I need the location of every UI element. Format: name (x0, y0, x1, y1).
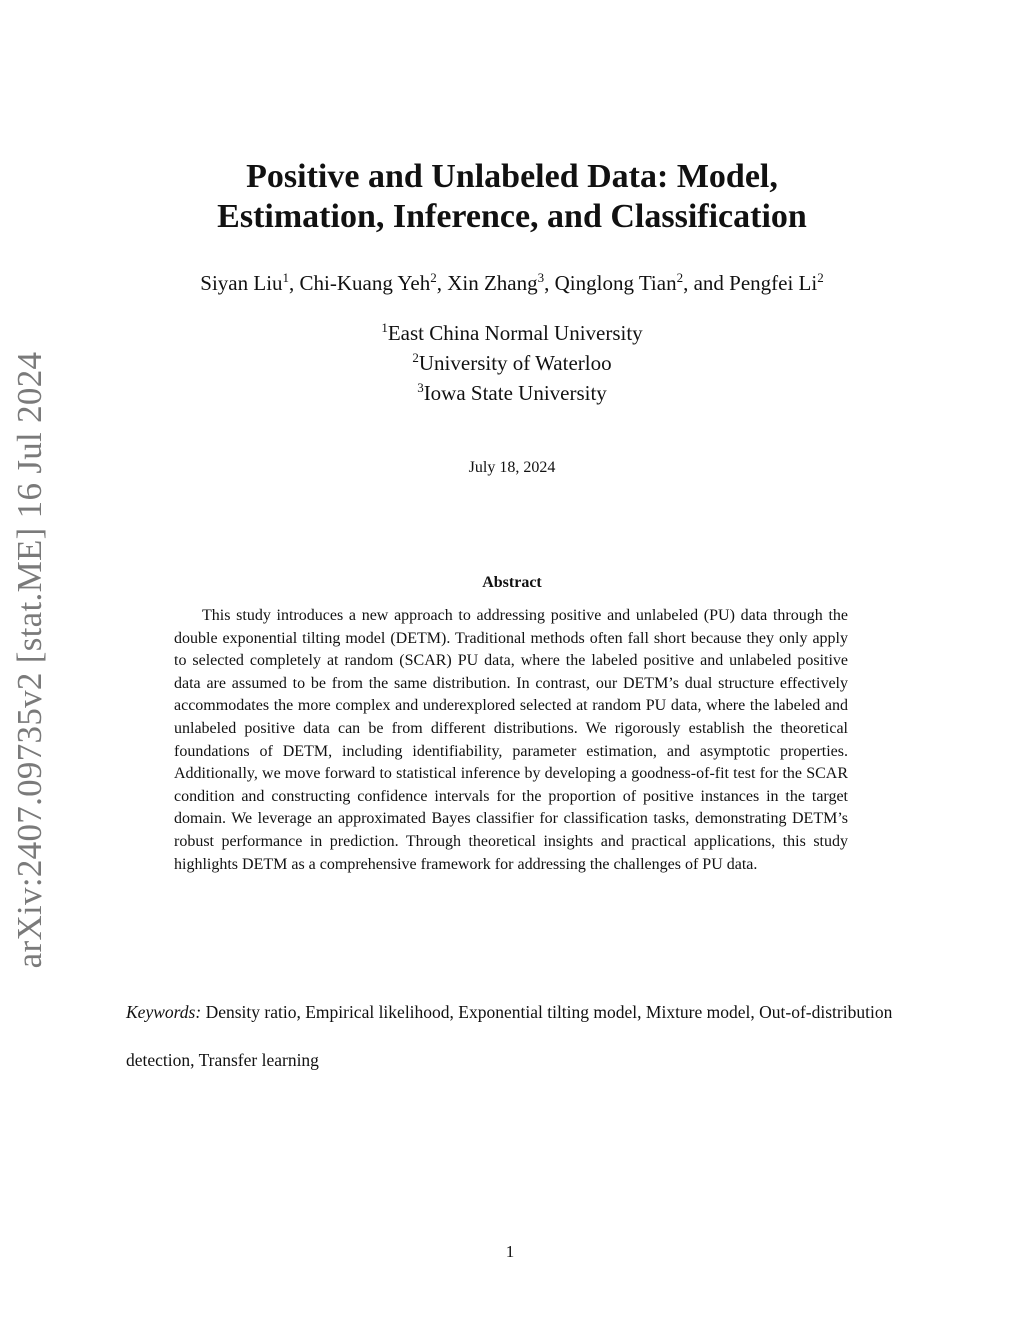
affiliation-name: University of Waterloo (418, 351, 612, 375)
keywords-label: Keywords: (126, 1002, 202, 1022)
page-number: 1 (505, 1242, 515, 1261)
paper-title-line-2: Estimation, Inference, and Classification (217, 198, 807, 235)
keywords-section (126, 988, 896, 1084)
affiliation-mark: 3 (417, 380, 424, 395)
affiliation-list (200, 318, 824, 408)
author-name: Pengfei Li (729, 271, 818, 295)
keywords-list: Density ratio, Empirical likelihood, Exponential tilting model, Mixture model, Out-of-distribution detection, Transfer learning (126, 1002, 893, 1070)
author-separator: , (436, 271, 448, 295)
affiliation-mark: 1 (381, 320, 388, 335)
author-name: Qinglong Tian (554, 271, 677, 295)
paper-title (110, 157, 914, 237)
affiliation-name: East China Normal University (387, 321, 643, 345)
affiliation-mark: 2 (412, 350, 419, 365)
author-name: Siyan Liu (200, 271, 283, 295)
affiliation (200, 378, 824, 408)
author-affiliation-mark: 2 (430, 270, 437, 285)
author-affiliation-mark: 3 (537, 270, 545, 285)
abstract-body: This study introduces a new approach to addressing positive and unlabeled (PU) data through the double exponential tilting model (DETM). Traditional methods often fall short because they only apply to selected completely at random (SCAR) PU data, where the labeled positive and unlabeled positive data are assumed to be from the same distribution. In contrast, our DETM’s dual structure effectively accommodates the more complex and underexplored selected at random PU data, where the labeled and unlabeled positive data can be from different distributions. We rigorously establish the theoretical foundations of DETM, including identifiability, parameter estimation, and asymptotic properties. Additionally, we move forward to statistical inference by developing a goodness-of-fit test for the SCAR condition and constructing confidence intervals for the proportion of positive instances in the target domain. We leverage an approximated Bayes classifier for classification tasks, demonstrating DETM’s robust performance in prediction. Through theoretical insights and practical applications, this study highlights DETM as a comprehensive framework for addressing the challenges of PU data. (174, 607, 848, 873)
author-affiliation-mark: 2 (676, 270, 684, 285)
author-separator: , (289, 271, 300, 295)
author-name: Xin Zhang (447, 271, 538, 295)
publication-date: July 18, 2024 (468, 459, 556, 476)
affiliation (200, 318, 824, 348)
affiliation (200, 348, 824, 378)
abstract-heading: Abstract (482, 574, 542, 591)
arxiv-identifier-stamp: arXiv:2407.09735v2 [stat.ME] 16 Jul 2024 (10, 351, 49, 969)
paper-title-line-1: Positive and Unlabeled Data: Model, (246, 158, 778, 195)
author-list (60, 268, 964, 298)
author-separator: , and (683, 271, 730, 295)
author-affiliation-mark: 1 (282, 270, 290, 285)
author-separator: , (544, 271, 555, 295)
author-name: Chi-Kuang Yeh (299, 271, 431, 295)
affiliation-name: Iowa State University (423, 381, 607, 405)
author-affiliation-mark: 2 (817, 270, 824, 285)
